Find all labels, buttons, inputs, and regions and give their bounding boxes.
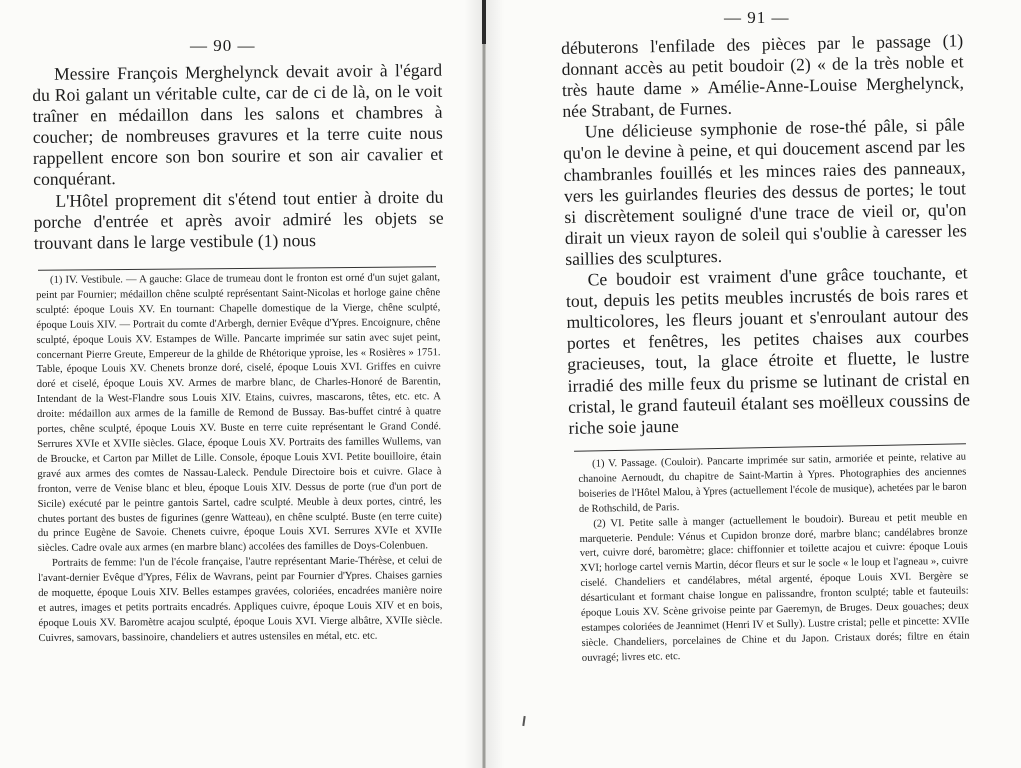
gutter-shadow [464, 0, 482, 768]
footnote: Portraits de femme: l'un de l'école française, l'autre représentant Marie-Thérèse, et celui de l'avant-dernier Evêque d'Ypres, Félix de Wavrans, peint par Fournier d'Ypres. Chaises garnies de moquette, époque Louis XIV. Belles estampes gravées, coloriées, encadrées manière noire et autres, images et petits portraits encadrés. Appliques cuivre, époque Louis XIV et en bois, époque Louis XV. Baromètre acajou sculpté, époque Louis XVI. Vierge albâtre, XVIIe siècle. Cuivres, samovars, bassinoire, chandeliers et autres ustensiles en métal, etc. etc. [38, 555, 443, 644]
paragraph: Une délicieuse symphonie de rose-thé pâle, si pâle qu'on le devine à peine, et qui doucement ascend par les chambranles fouillés et les minces raies des panneaux, vers les guirlandes fleuries des dessus de portes; le tout si discrètement souligné d'une trace de vieil or, qu'on dirait un vieux rayon de soleil qui s'oublie à caresser les saillies des sculptures. [563, 114, 967, 269]
footnote: (1) V. Passage. (Couloir). Pancarte imprimée sur satin, armoriée et peinte, relative au chanoine Aernoudt, du chapitre de Saint-Martin à Ypres. Photographies des anciennes boiseries de l'Hôtel Malou, à Ypres (actuellement l'école de musique), achetées par le baron de Rothschild, de Paris. [578, 451, 967, 515]
paragraph: débuterons l'enfilade des pièces par le passage (1) donnant accès au petit boudoir (2) « de la très noble et très haute dame » Amélie-Anne-Louise Merghelynck, née Strabant, de Furnes. [561, 30, 965, 122]
footnote: (2) VI. Petite salle à manger (actuellement le boudoir). Bureau et petit meuble en marqueterie. Pendule: Vénus et Cupidon bronze doré, marbre blanc; candélabres bronze vert, cuivre doré, baromètre; glace: chiffonnier et toilette acajou et cuivre: époque Louis XVI; horloge cartel vernis Martin, décor fleurs et sur le socle « le loup et l'agneau », cuivre ciselé. Chandeliers et candélabres, métal argenté, époque Louis XVI. Bergère se désarticulant et formant chaise longue en palissandre, fronton sculpté; table et fauteuils: époque Louis XV. Scène grivoise peinte par Gaeremyn, de Bruges. Deux gouaches; deux estampes coloriées de Jeannimet (Henri IV et Sully). Lustre cristal; pelle et pincette: XVIIe siècle. Chandeliers, porcelaines de Chine et du Japon. Cristaux dorés; filtre en étain ouvragé; livres etc. etc. [579, 511, 970, 664]
page-number: — 90 — [190, 36, 256, 55]
left-page [0, 0, 482, 768]
footnote-separator [38, 266, 436, 270]
footnote: (1) IV. Vestibule. — A gauche: Glace de trumeau dont le fronton est orné d'un sujet galant, peint par Fournier; médaillon chêne sculpté représentant Saint-Nicolas et horloge gaine chêne sculpté: époque Louis XV. En tournant: Chapelle domestique de la Vierge, chêne sculpté, époque Louis XIV. — Portrait du comte d'Arbergh, dernier Evêque d'Ypres. Encoignure, chêne sculpté, époque Louis XV. Estampes de Wille. Pancarte imprimée sur satin avec sujet peint, concernant Pierre Greute, Empereur de la ghilde de Rhétorique yproise, les « Rosières » 1751. Table, époque Louis XV. Chenets bronze doré, ciselé, époque Louis XVI. Griffes en cuivre doré et ciselé, époque Louis XV. Armes de marbre blanc, de Charles-Honoré de Barentin, Intendant de la West-Flandre sous Louis XIV. Etains, cuivres, mascarons, têtes, etc. etc. A droite: médaillon aux armes de la famille de Remond de Bussay. Bas-buffet cintré à quatre portes, chêne sculpté, époque Louis XV. Buste en terre cuite représentant le Grand Condé. Serrures XVIe et XVIIe siècles. Glace, époque Louis XV. Portraits des familles Wullems, van de Broucke, et Carton par Millet de Lille. Console, époque Louis XVI. Petite bouilloire, étain gravé aux armes des comtes de Nassau-Laleck. Pendule Directoire bois et cuivre. Glace à fronton, verre de Venise blanc et bleu, époque Louis XIV. Dessus de porte (rue d'un port de Sicile) exécuté par le peintre gantois Sartel, cadre sculpté. Meuble à deux portes, cintré, les chutes portant des bustes de figurines (genre Watteau), en chêne sculpté. Buste (en terre cuite) du prince Eugène de Savoie. Chenets cuivre, époque Louis XVI. Serrures XVIe et XVIIe siècles. Cadre ovale aux armes (en marbre blanc) accolées des familles de Doys-Colenbuen. [36, 272, 442, 555]
footnote-separator [574, 443, 966, 452]
main-text [32, 60, 444, 254]
paragraph: Messire François Merghelynck devait avoir à l'égard du Roi galant un véritable culte, car de ci de là, on le voit traîner en médaillon dans les salons et chambres à coucher; de nombreuses gravures et la terre cuite nous rappellent encore son bon sourire et son air cavalier et conquérant. [32, 59, 444, 190]
footnotes [578, 451, 970, 667]
paragraph: Ce boudoir est vraiment d'une grâce touchante, et tout, depuis les petits meubles incrustés de bois rares et multicolores, les fleurs jouant et s'enroulant autour des portes et fenêtres, les petites chaises aux courbes gracieuses, tout, la glace étroite et fluette, le lustre irradié des mille feux du prisme se lutinant de cristal en cristal, le grand fauteuil étalant ses moëlleux coussins de riche soie jaune [565, 262, 971, 438]
main-text [561, 30, 971, 438]
gutter-shadow [486, 0, 504, 768]
footnotes [36, 271, 443, 646]
paragraph: L'Hôtel proprement dit s'étend tout entier à droite du porche d'entrée et après avoir admiré les objets se trouvant dans le large vestibule (1) nous [33, 186, 444, 253]
right-page [486, 0, 1021, 768]
page-number: — 91 — [724, 8, 790, 27]
